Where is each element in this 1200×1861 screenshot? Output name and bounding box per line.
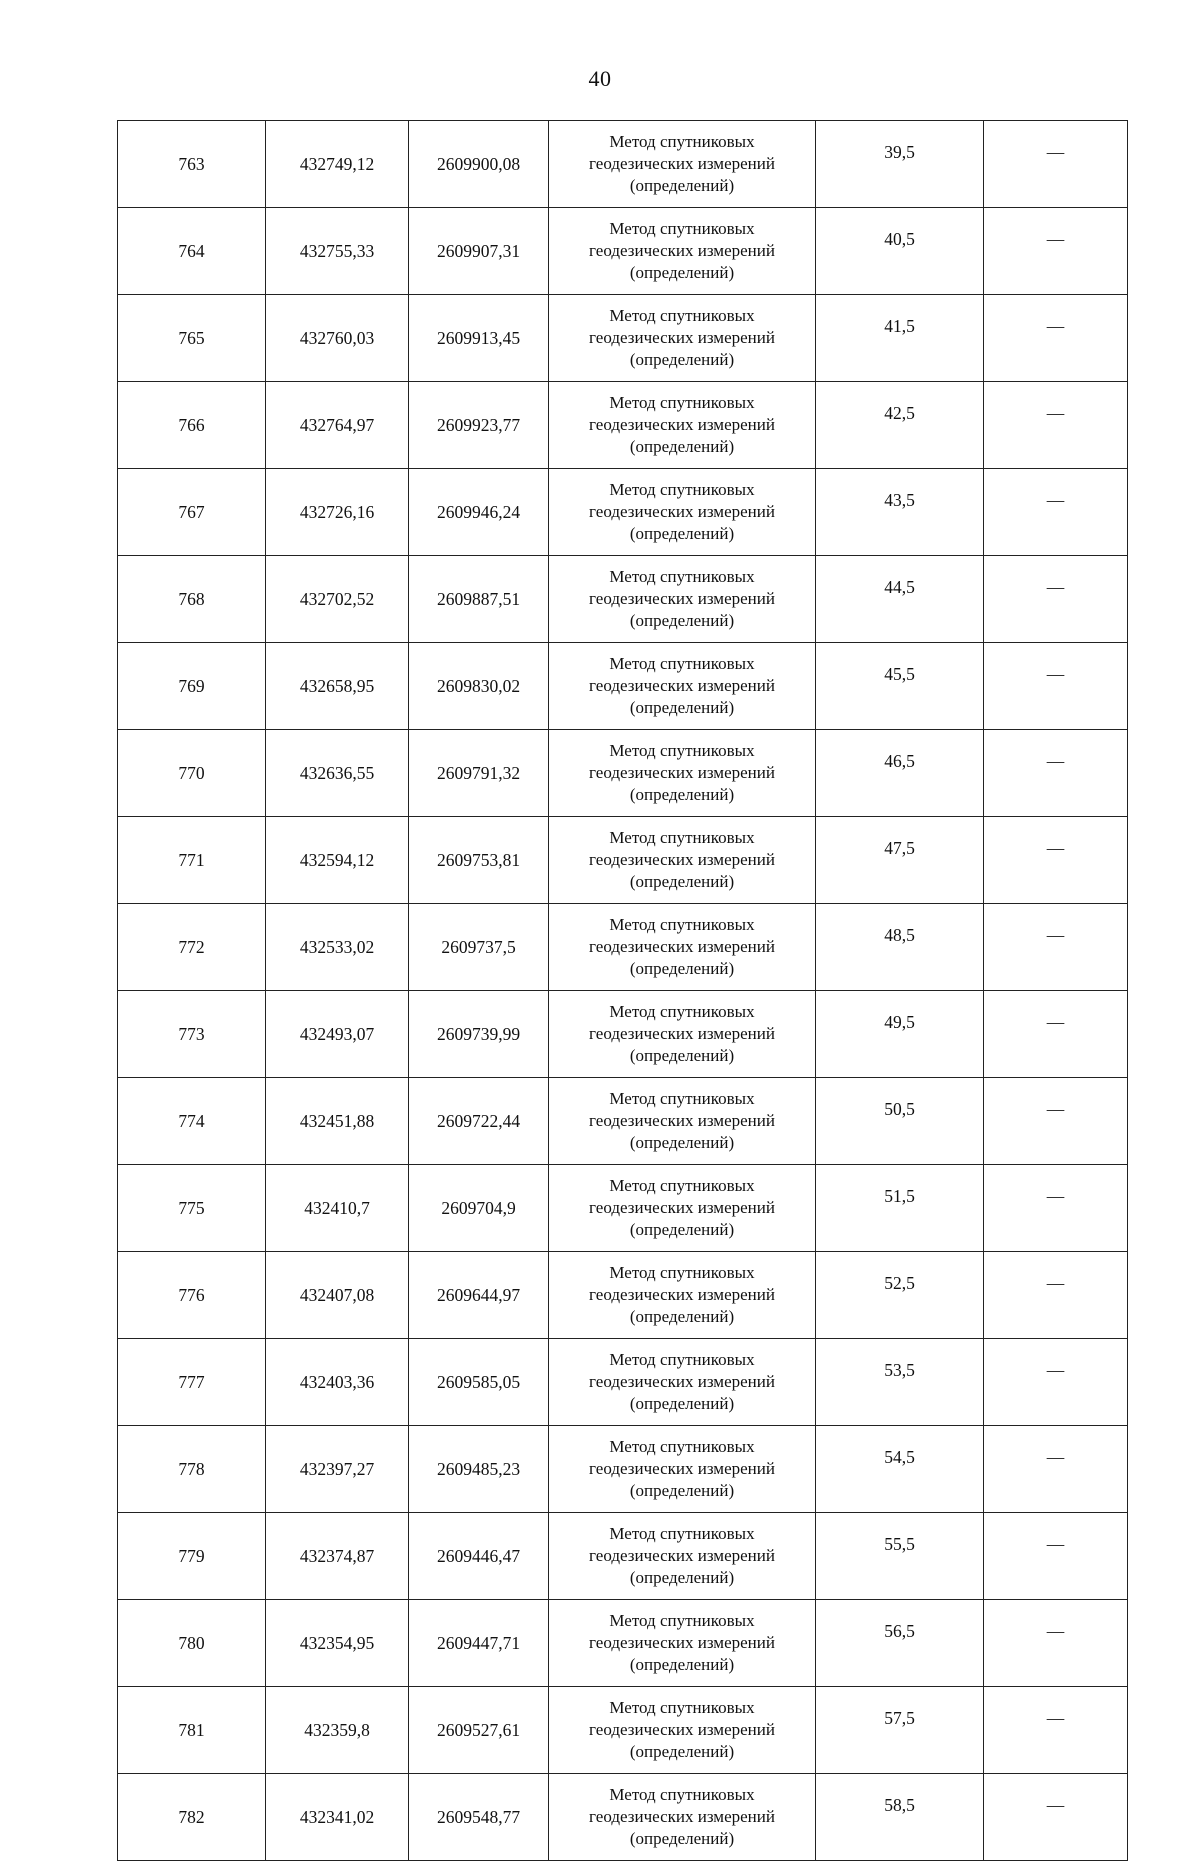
method-text-line-2: геодезических измерений bbox=[589, 415, 775, 434]
x-coordinate-cell: 432341,02 bbox=[266, 1774, 409, 1861]
method-text-line-3: (определений) bbox=[629, 698, 735, 717]
y-coordinate-cell: 2609946,24 bbox=[409, 469, 549, 556]
x-coordinate-cell: 432636,55 bbox=[266, 730, 409, 817]
method-text-line-3: (определений) bbox=[629, 437, 735, 456]
method-text-line-3: (определений) bbox=[629, 263, 735, 282]
point-number-cell: 773 bbox=[118, 991, 266, 1078]
x-coordinate-cell: 432658,95 bbox=[266, 643, 409, 730]
y-coordinate-cell: 2609791,32 bbox=[409, 730, 549, 817]
y-coordinate-cell: 2609447,71 bbox=[409, 1600, 549, 1687]
y-coordinate-cell: 2609722,44 bbox=[409, 1078, 549, 1165]
method-text-line-2: геодезических измерений bbox=[589, 1459, 775, 1478]
x-coordinate-cell: 432764,97 bbox=[266, 382, 409, 469]
method-text-line-1: Метод спутниковых bbox=[609, 1002, 755, 1021]
dash-mark: — bbox=[1046, 316, 1065, 336]
point-number-cell: 764 bbox=[118, 208, 266, 295]
method-text-line-3: (определений) bbox=[629, 959, 735, 978]
note-cell bbox=[984, 1600, 1128, 1687]
method-text-line-2: геодезических измерений bbox=[589, 1720, 775, 1739]
y-coordinate-cell: 2609907,31 bbox=[409, 208, 549, 295]
method-text-line-3: (определений) bbox=[629, 1829, 735, 1848]
x-coordinate-cell: 432374,87 bbox=[266, 1513, 409, 1600]
note-cell bbox=[984, 1339, 1128, 1426]
method-text-line-1: Метод спутниковых bbox=[609, 1176, 755, 1195]
dash-mark: — bbox=[1046, 142, 1065, 162]
x-coordinate-cell: 432354,95 bbox=[266, 1600, 409, 1687]
method-text-line-3: (определений) bbox=[629, 1307, 735, 1326]
method-text-line-2: геодезических измерений bbox=[589, 1111, 775, 1130]
dash-mark: — bbox=[1046, 577, 1065, 597]
method-cell bbox=[549, 1252, 816, 1339]
accuracy-cell: 58,5 bbox=[816, 1774, 984, 1861]
method-text-line-2: геодезических измерений bbox=[589, 937, 775, 956]
method-text-line-1: Метод спутниковых bbox=[609, 741, 755, 760]
x-coordinate-cell: 432533,02 bbox=[266, 904, 409, 991]
method-cell bbox=[549, 730, 816, 817]
y-coordinate-cell: 2609900,08 bbox=[409, 121, 549, 208]
dash-mark: — bbox=[1046, 925, 1065, 945]
method-text-line-2: геодезических измерений bbox=[589, 154, 775, 173]
dash-mark: — bbox=[1046, 1012, 1065, 1032]
accuracy-cell: 55,5 bbox=[816, 1513, 984, 1600]
method-text-line-1: Метод спутниковых bbox=[609, 1611, 755, 1630]
method-text-line-3: (определений) bbox=[629, 1133, 735, 1152]
method-cell bbox=[549, 121, 816, 208]
x-coordinate-cell: 432594,12 bbox=[266, 817, 409, 904]
method-text-line-3: (определений) bbox=[629, 1046, 735, 1065]
y-coordinate-cell: 2609739,99 bbox=[409, 991, 549, 1078]
method-text-line-1: Метод спутниковых bbox=[609, 1263, 755, 1282]
method-text-line-1: Метод спутниковых bbox=[609, 654, 755, 673]
dash-mark: — bbox=[1046, 751, 1065, 771]
point-number-cell: 765 bbox=[118, 295, 266, 382]
y-coordinate-cell: 2609548,77 bbox=[409, 1774, 549, 1861]
method-text-line-2: геодезических измерений bbox=[589, 850, 775, 869]
accuracy-cell: 43,5 bbox=[816, 469, 984, 556]
x-coordinate-cell: 432760,03 bbox=[266, 295, 409, 382]
method-text-line-2: геодезических измерений bbox=[589, 1372, 775, 1391]
table-row bbox=[118, 121, 1128, 208]
method-text-line-2: геодезических измерений bbox=[589, 1633, 775, 1652]
note-cell bbox=[984, 991, 1128, 1078]
note-cell bbox=[984, 469, 1128, 556]
method-text-line-3: (определений) bbox=[629, 785, 735, 804]
note-cell bbox=[984, 1252, 1128, 1339]
accuracy-cell: 39,5 bbox=[816, 121, 984, 208]
dash-mark: — bbox=[1046, 1708, 1065, 1728]
x-coordinate-cell: 432410,7 bbox=[266, 1165, 409, 1252]
point-number-cell: 774 bbox=[118, 1078, 266, 1165]
method-text-line-2: геодезических измерений bbox=[589, 328, 775, 347]
table-row bbox=[118, 556, 1128, 643]
method-text-line-2: геодезических измерений bbox=[589, 502, 775, 521]
accuracy-cell: 53,5 bbox=[816, 1339, 984, 1426]
x-coordinate-cell: 432397,27 bbox=[266, 1426, 409, 1513]
method-text-line-3: (определений) bbox=[629, 1742, 735, 1761]
method-cell bbox=[549, 1513, 816, 1600]
table-row bbox=[118, 991, 1128, 1078]
dash-mark: — bbox=[1046, 838, 1065, 858]
note-cell bbox=[984, 904, 1128, 991]
method-text-line-3: (определений) bbox=[629, 1655, 735, 1674]
method-text-line-1: Метод спутниковых bbox=[609, 393, 755, 412]
table-row bbox=[118, 1774, 1128, 1861]
page-number: 40 bbox=[588, 66, 612, 91]
x-coordinate-cell: 432403,36 bbox=[266, 1339, 409, 1426]
table-row bbox=[118, 904, 1128, 991]
accuracy-cell: 46,5 bbox=[816, 730, 984, 817]
point-number-cell: 775 bbox=[118, 1165, 266, 1252]
x-coordinate-cell: 432702,52 bbox=[266, 556, 409, 643]
note-cell bbox=[984, 1687, 1128, 1774]
accuracy-cell: 52,5 bbox=[816, 1252, 984, 1339]
point-number-cell: 771 bbox=[118, 817, 266, 904]
method-text-line-1: Метод спутниковых bbox=[609, 219, 755, 238]
method-text-line-1: Метод спутниковых bbox=[609, 132, 755, 151]
y-coordinate-cell: 2609830,02 bbox=[409, 643, 549, 730]
method-cell bbox=[549, 295, 816, 382]
y-coordinate-cell: 2609446,47 bbox=[409, 1513, 549, 1600]
point-number-cell: 770 bbox=[118, 730, 266, 817]
method-text-line-2: геодезических измерений bbox=[589, 1285, 775, 1304]
coordinates-table bbox=[117, 120, 1128, 1861]
method-cell bbox=[549, 1687, 816, 1774]
x-coordinate-cell: 432407,08 bbox=[266, 1252, 409, 1339]
method-text-line-2: геодезических измерений bbox=[589, 589, 775, 608]
note-cell bbox=[984, 556, 1128, 643]
method-text-line-1: Метод спутниковых bbox=[609, 306, 755, 325]
method-text-line-3: (определений) bbox=[629, 872, 735, 891]
point-number-cell: 776 bbox=[118, 1252, 266, 1339]
method-cell bbox=[549, 469, 816, 556]
note-cell bbox=[984, 817, 1128, 904]
dash-mark: — bbox=[1046, 664, 1065, 684]
point-number-cell: 768 bbox=[118, 556, 266, 643]
y-coordinate-cell: 2609737,5 bbox=[409, 904, 549, 991]
dash-mark: — bbox=[1046, 403, 1065, 423]
x-coordinate-cell: 432726,16 bbox=[266, 469, 409, 556]
y-coordinate-cell: 2609644,97 bbox=[409, 1252, 549, 1339]
method-text-line-3: (определений) bbox=[629, 1220, 735, 1239]
method-cell bbox=[549, 208, 816, 295]
y-coordinate-cell: 2609527,61 bbox=[409, 1687, 549, 1774]
y-coordinate-cell: 2609704,9 bbox=[409, 1165, 549, 1252]
table-row bbox=[118, 1513, 1128, 1600]
method-text-line-1: Метод спутниковых bbox=[609, 1350, 755, 1369]
method-text-line-1: Метод спутниковых bbox=[609, 1524, 755, 1543]
method-text-line-2: геодезических измерений bbox=[589, 1024, 775, 1043]
table-row bbox=[118, 1426, 1128, 1513]
method-text-line-1: Метод спутниковых bbox=[609, 915, 755, 934]
method-cell bbox=[549, 1774, 816, 1861]
method-text-line-3: (определений) bbox=[629, 350, 735, 369]
table-row bbox=[118, 1078, 1128, 1165]
table-row bbox=[118, 817, 1128, 904]
table-row bbox=[118, 295, 1128, 382]
method-text-line-3: (определений) bbox=[629, 1568, 735, 1587]
note-cell bbox=[984, 295, 1128, 382]
method-cell bbox=[549, 1165, 816, 1252]
note-cell bbox=[984, 730, 1128, 817]
accuracy-cell: 40,5 bbox=[816, 208, 984, 295]
accuracy-cell: 54,5 bbox=[816, 1426, 984, 1513]
note-cell bbox=[984, 643, 1128, 730]
method-text-line-1: Метод спутниковых bbox=[609, 567, 755, 586]
accuracy-cell: 48,5 bbox=[816, 904, 984, 991]
dash-mark: — bbox=[1046, 1186, 1065, 1206]
note-cell bbox=[984, 208, 1128, 295]
method-cell bbox=[549, 1426, 816, 1513]
method-text-line-3: (определений) bbox=[629, 176, 735, 195]
method-cell bbox=[549, 1078, 816, 1165]
table-row bbox=[118, 1165, 1128, 1252]
point-number-cell: 763 bbox=[118, 121, 266, 208]
point-number-cell: 772 bbox=[118, 904, 266, 991]
method-text-line-1: Метод спутниковых bbox=[609, 1698, 755, 1717]
method-text-line-3: (определений) bbox=[629, 1394, 735, 1413]
note-cell bbox=[984, 382, 1128, 469]
point-number-cell: 778 bbox=[118, 1426, 266, 1513]
point-number-cell: 780 bbox=[118, 1600, 266, 1687]
note-cell bbox=[984, 1774, 1128, 1861]
accuracy-cell: 57,5 bbox=[816, 1687, 984, 1774]
x-coordinate-cell: 432755,33 bbox=[266, 208, 409, 295]
y-coordinate-cell: 2609923,77 bbox=[409, 382, 549, 469]
accuracy-cell: 41,5 bbox=[816, 295, 984, 382]
table-row bbox=[118, 382, 1128, 469]
method-text-line-1: Метод спутниковых bbox=[609, 1089, 755, 1108]
table-row bbox=[118, 643, 1128, 730]
point-number-cell: 781 bbox=[118, 1687, 266, 1774]
point-number-cell: 766 bbox=[118, 382, 266, 469]
method-cell bbox=[549, 991, 816, 1078]
dash-mark: — bbox=[1046, 1795, 1065, 1815]
x-coordinate-cell: 432359,8 bbox=[266, 1687, 409, 1774]
note-cell bbox=[984, 1426, 1128, 1513]
method-text-line-1: Метод спутниковых bbox=[609, 1437, 755, 1456]
method-text-line-2: геодезических измерений bbox=[589, 763, 775, 782]
point-number-cell: 779 bbox=[118, 1513, 266, 1600]
y-coordinate-cell: 2609753,81 bbox=[409, 817, 549, 904]
method-text-line-1: Метод спутниковых bbox=[609, 480, 755, 499]
dash-mark: — bbox=[1046, 1360, 1065, 1380]
method-cell bbox=[549, 817, 816, 904]
note-cell bbox=[984, 121, 1128, 208]
method-cell bbox=[549, 1600, 816, 1687]
note-cell bbox=[984, 1078, 1128, 1165]
accuracy-cell: 51,5 bbox=[816, 1165, 984, 1252]
table-row bbox=[118, 1339, 1128, 1426]
y-coordinate-cell: 2609585,05 bbox=[409, 1339, 549, 1426]
method-cell bbox=[549, 904, 816, 991]
y-coordinate-cell: 2609887,51 bbox=[409, 556, 549, 643]
accuracy-cell: 44,5 bbox=[816, 556, 984, 643]
dash-mark: — bbox=[1046, 229, 1065, 249]
dash-mark: — bbox=[1046, 1099, 1065, 1119]
method-text-line-2: геодезических измерений bbox=[589, 1807, 775, 1826]
table-row bbox=[118, 469, 1128, 556]
y-coordinate-cell: 2609913,45 bbox=[409, 295, 549, 382]
table-row bbox=[118, 208, 1128, 295]
table-row bbox=[118, 730, 1128, 817]
x-coordinate-cell: 432451,88 bbox=[266, 1078, 409, 1165]
dash-mark: — bbox=[1046, 490, 1065, 510]
note-cell bbox=[984, 1165, 1128, 1252]
point-number-cell: 769 bbox=[118, 643, 266, 730]
accuracy-cell: 56,5 bbox=[816, 1600, 984, 1687]
dash-mark: — bbox=[1046, 1447, 1065, 1467]
method-text-line-2: геодезических измерений bbox=[589, 1198, 775, 1217]
point-number-cell: 777 bbox=[118, 1339, 266, 1426]
accuracy-cell: 45,5 bbox=[816, 643, 984, 730]
method-cell bbox=[549, 643, 816, 730]
method-text-line-3: (определений) bbox=[629, 524, 735, 543]
method-text-line-2: геодезических измерений bbox=[589, 1546, 775, 1565]
accuracy-cell: 42,5 bbox=[816, 382, 984, 469]
method-text-line-3: (определений) bbox=[629, 1481, 735, 1500]
dash-mark: — bbox=[1046, 1273, 1065, 1293]
method-cell bbox=[549, 556, 816, 643]
dash-mark: — bbox=[1046, 1534, 1065, 1554]
y-coordinate-cell: 2609485,23 bbox=[409, 1426, 549, 1513]
method-text-line-1: Метод спутниковых bbox=[609, 1785, 755, 1804]
table-row bbox=[118, 1687, 1128, 1774]
dash-mark: — bbox=[1046, 1621, 1065, 1641]
method-text-line-1: Метод спутниковых bbox=[609, 828, 755, 847]
x-coordinate-cell: 432749,12 bbox=[266, 121, 409, 208]
accuracy-cell: 50,5 bbox=[816, 1078, 984, 1165]
accuracy-cell: 47,5 bbox=[816, 817, 984, 904]
method-cell bbox=[549, 382, 816, 469]
method-cell bbox=[549, 1339, 816, 1426]
note-cell bbox=[984, 1513, 1128, 1600]
point-number-cell: 782 bbox=[118, 1774, 266, 1861]
method-text-line-2: геодезических измерений bbox=[589, 241, 775, 260]
point-number-cell: 767 bbox=[118, 469, 266, 556]
accuracy-cell: 49,5 bbox=[816, 991, 984, 1078]
table-row bbox=[118, 1252, 1128, 1339]
table-row bbox=[118, 1600, 1128, 1687]
table-body bbox=[118, 121, 1128, 1861]
x-coordinate-cell: 432493,07 bbox=[266, 991, 409, 1078]
method-text-line-2: геодезических измерений bbox=[589, 676, 775, 695]
method-text-line-3: (определений) bbox=[629, 611, 735, 630]
